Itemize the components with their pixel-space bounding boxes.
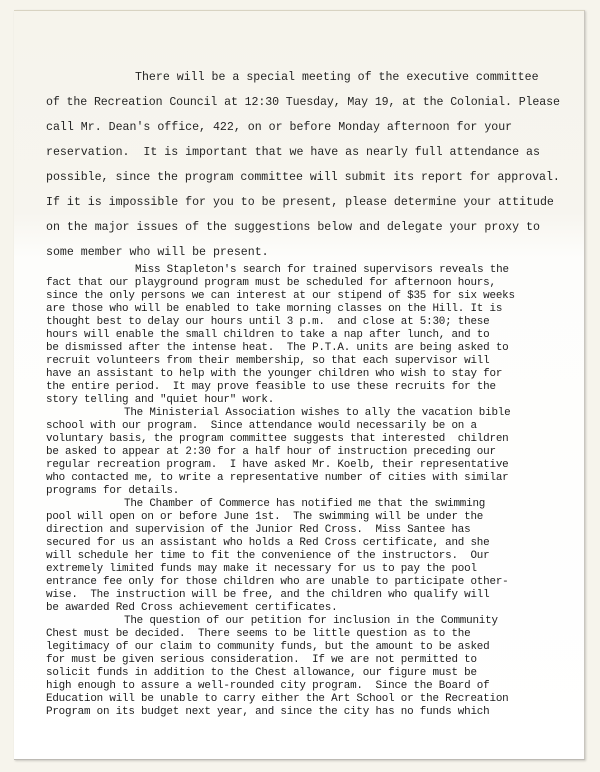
body-line: entrance fee only for those children who are unable to participate other-	[46, 576, 509, 588]
body-line: will schedule her time to fit the convenience of the instructors. Our	[46, 550, 490, 562]
body-line: the entire period. It may prove feasible to use these recruits for the	[46, 381, 496, 393]
body-line: high enough to assure a well-rounded city program. Since the Board of	[46, 680, 490, 692]
body-line: Chest must be decided. There seems to be little question as to the	[46, 628, 471, 640]
body-line: secured for us an assistant who holds a Red Cross certificate, and she	[46, 537, 490, 549]
body-line: be dismissed after the intense heat. The P.T.A. units are being asked to	[46, 342, 509, 354]
body-line: The Ministerial Association wishes to ally the vacation bible	[124, 407, 511, 419]
body-line: be awarded Red Cross achievement certificates.	[46, 602, 338, 614]
body-line: fact that our playground program must be scheduled for afternoon hours,	[46, 277, 496, 289]
body-line: school with our program. Since attendance would necessarily be on a	[46, 420, 477, 432]
body-line: pool will open on or before June 1st. The swimming will be under the	[46, 511, 484, 523]
body-line: direction and supervision of the Junior Red Cross. Miss Santee has	[46, 524, 471, 536]
typewritten-letter-page	[14, 10, 585, 760]
intro-line: on the major issues of the suggestions below and delegate your proxy to	[46, 221, 540, 234]
body-line: regular recreation program. I have asked Mr. Koelb, their representative	[46, 459, 509, 471]
body-line: Program on its budget next year, and since the city has no funds which	[46, 706, 490, 718]
body-line: Miss Stapleton's search for trained supervisors reveals the	[135, 264, 509, 276]
body-line: legitimacy of our claim to community funds, but the amount to be asked	[46, 641, 490, 653]
body-line: story telling and "quiet hour" work.	[46, 394, 275, 406]
body-line: thought best to delay our hours until 3 p.m. and close at 5:30; these	[46, 316, 490, 328]
body-line: extremely limited funds may make it necessary for us to pay the pool	[46, 563, 477, 575]
body-line: recruit volunteers from their membership, so that each supervisor will	[46, 355, 490, 367]
body-line: are those who will be enabled to take morning classes on the Hill. It is	[46, 303, 503, 315]
body-line: for must be given serious consideration. If we are not permitted to	[46, 654, 477, 666]
intro-line: There will be a special meeting of the executive committee	[135, 71, 539, 84]
body-line: Education will be unable to carry either the Art School or the Recreation	[46, 693, 509, 705]
body-line: wise. The instruction will be free, and the children who qualify will	[46, 589, 490, 601]
body-line: voluntary basis, the program committee suggests that interested children	[46, 433, 509, 445]
body-line: have an assistant to help with the younger children who wish to stay for	[46, 368, 503, 380]
body-line: hours will enable the small children to take a nap after lunch, and to	[46, 329, 490, 341]
body-line: The Chamber of Commerce has notified me that the swimming	[124, 498, 486, 510]
intro-line: reservation. It is important that we have as nearly full attendance as	[46, 146, 540, 159]
intro-line: call Mr. Dean's office, 422, on or before Monday afternoon for your	[46, 121, 513, 134]
intro-line: possible, since the program committee will submit its report for approval.	[46, 171, 560, 184]
intro-line: If it is impossible for you to be present, please determine your attitude	[46, 196, 554, 209]
body-line: solicit funds in addition to the Chest allowance, our figure must be	[46, 667, 477, 679]
intro-line: of the Recreation Council at 12:30 Tuesday, May 19, at the Colonial. Please	[46, 96, 560, 109]
body-line: The question of our petition for inclusion in the Community	[124, 615, 498, 627]
body-line: programs for details.	[46, 485, 180, 497]
body-line: be asked to appear at 2:30 for a half hour of instruction preceding our	[46, 446, 496, 458]
body-line: since the only persons we can interest at our stipend of $35 for six weeks	[46, 290, 515, 302]
body-line: who contacted me, to write a representative number of cities with similar	[46, 472, 509, 484]
intro-line: some member who will be present.	[46, 246, 269, 259]
